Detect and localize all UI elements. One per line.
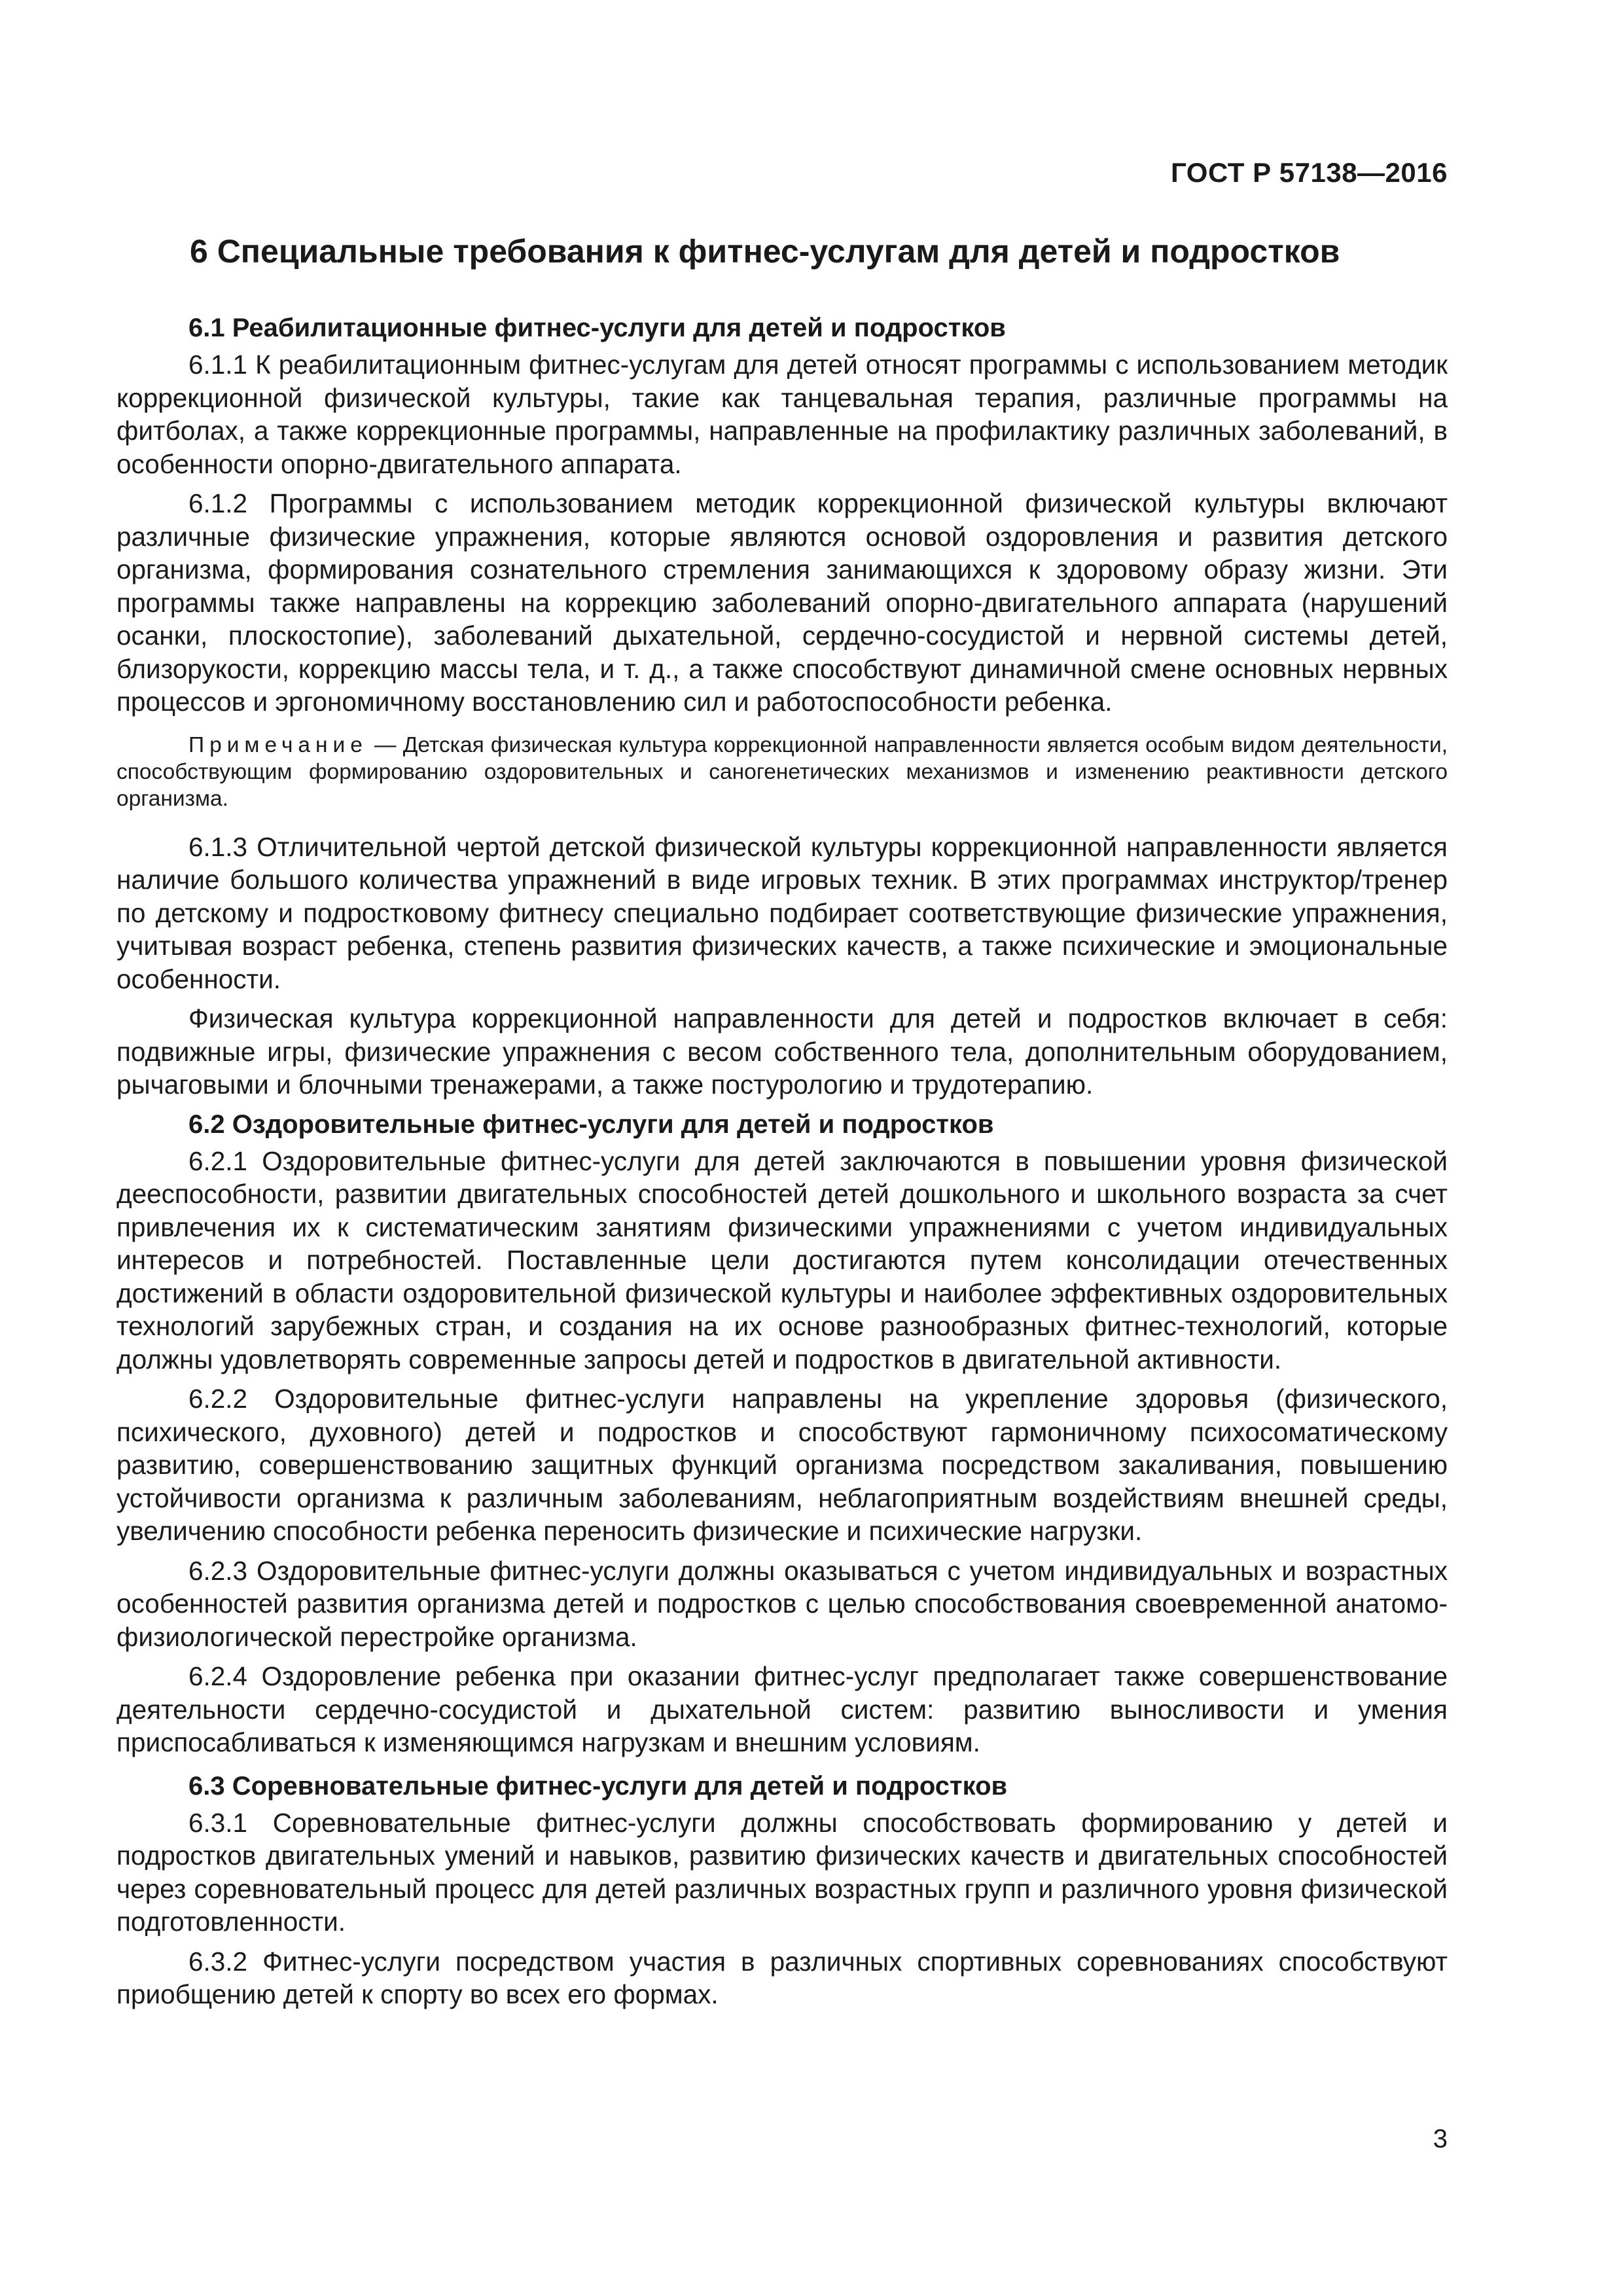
paragraph-6-1-2: 6.1.2 Программы с использованием методик коррекционной физической культуры включают различные физические упражнения, которые являются основой оздоровления и развития детского организма, формирования сознательного стремления занимающихся к здоровому образу жизни. Эти программы также направлены на коррекцию заболеваний опорно-двигательного аппарата (нарушений осанки, плоскостопие), заболеваний дыхательной, сердечно-сосудистой и нервной системы детей, близорукости, коррекцию массы тела, и т. д., а также способствуют динамичной смене основных нервных процессов и эргономичному восстановлению сил и работоспособности ребенка. bbox=[116, 488, 1448, 717]
paragraph-6-2-3: 6.2.3 Оздоровительные фитнес-услуги должны оказываться с учетом индивидуальных и возрастных особенностей развития организма детей и подростков с целью способствования своевременной анатомо-физиологической перестройке организма. bbox=[116, 1555, 1448, 1652]
section-6-title: 6 Специальные требования к фитнес-услугам для детей и подростков bbox=[190, 233, 1340, 270]
note bbox=[116, 732, 1448, 812]
paragraph-6-2-2: 6.2.2 Оздоровительные фитнес-услуги направлены на укрепление здоровья (физического, психического, духовного) детей и подростков и способствуют гармоничному психосоматическому развитию, совершенствованию защитных функций организма посредством закаливания, повышению устойчивости организма к различным заболеваниям, неблагоприятным воздействиям внешней среды, увеличению способности ребенка переносить физические и психические нагрузки. bbox=[116, 1384, 1448, 1546]
paragraph-6-1-3: 6.1.3 Отличительной чертой детской физической культуры коррекционной направленности является наличие большого количества упражнений в виде игровых техник. В этих программах инструктор/тренер по детскому и подростковому фитнесу специально подбирает соответствующие физические упражнения, учитывая возраст ребенка, степень развития физических качеств, а также психические и эмоциональные особенности. bbox=[116, 831, 1448, 994]
section-6-3-title: 6.3 Соревновательные фитнес-услуги для детей и подростков bbox=[188, 1771, 1008, 1801]
document-code-header: ГОСТ Р 57138—2016 bbox=[1171, 157, 1448, 188]
paragraph-6-3-2: 6.3.2 Фитнес-услуги посредством участия в различных спортивных соревнованиях способствуют приобщению детей к спорту во всех его формах. bbox=[116, 1946, 1448, 2009]
paragraph-6-1-1: 6.1.1 К реабилитационным фитнес-услугам для детей относят программы с использованием методик коррекционной физической культуры, такие как танцевальная терапия, различные программы на фитболах, а также коррекционные программы, направленные на профилактику различных заболеваний, в особенности опорно-двигательного аппарата. bbox=[116, 350, 1448, 479]
paragraph-6-2-4: 6.2.4 Оздоровление ребенка при оказании фитнес-услуг предполагает также совершенствование деятельности сердечно-сосудистой и дыхательной систем: развитию выносливости и умения приспосабливаться к изменяющимся нагрузкам и внешним условиям. bbox=[116, 1661, 1448, 1757]
paragraph-6-1-3-continued: Физическая культура коррекционной направленности для детей и подростков включает в себя: подвижные игры, физические упражнения с весом собственного тела, дополнительным оборудованием, рычаговыми и блочными тренажерами, а также постурологию и трудотерапию. bbox=[116, 1003, 1448, 1100]
paragraph-6-3-1: 6.3.1 Соревновательные фитнес-услуги должны способствовать формированию у детей и подростков двигательных умений и навыков, развитию физических качеств и двигательных способностей через соревновательный процесс для детей различных возрастных групп и различного уровня физической подготовленности. bbox=[116, 1807, 1448, 1937]
section-6-2-title: 6.2 Оздоровительные фитнес-услуги для детей и подростков bbox=[188, 1109, 994, 1139]
note-label: Примечание bbox=[188, 732, 368, 757]
section-6-1-title: 6.1 Реабилитационные фитнес-услуги для детей и подростков bbox=[188, 314, 1006, 342]
paragraph-6-2-1: 6.2.1 Оздоровительные фитнес-услуги для детей заключаются в повышении уровня физической дееспособности, развитии двигательных способностей детей дошкольного и школьного возраста за счет привлечения их к систематическим занятиям физическими упражнениями с учетом индивидуальных интересов и потребностей. Поставленные цели достигаются путем консолидации отечественных достижений в области оздоровительной физической культуры и наиболее эффективных оздоровительных технологий зарубежных стран, и создания на их основе разнообразных фитнес-технологий, которые должны удовлетворять современные запросы детей и подростков в двигательной активности. bbox=[116, 1145, 1448, 1374]
document-body bbox=[116, 230, 1448, 2018]
page-number: 3 bbox=[1433, 2125, 1448, 2153]
note-text: — Детская физическая культура коррекционной направленности является особым видом деятельности, способствующим формированию оздоровительных и саногенетических механизмов и изменению реактивности детского организма. bbox=[116, 732, 1448, 811]
